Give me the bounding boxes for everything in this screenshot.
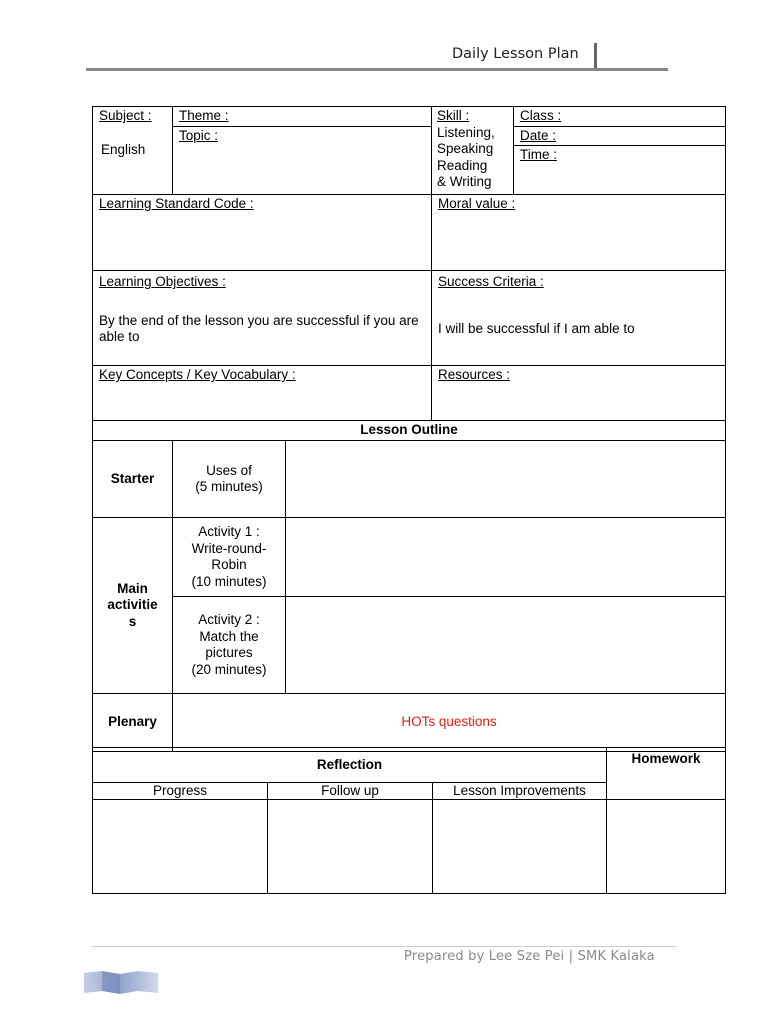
main-activities-line: activitie xyxy=(107,597,158,613)
footer-credit: Prepared by Lee Sze Pei | SMK Kalaka xyxy=(404,949,655,964)
starter-label: Starter xyxy=(93,441,173,518)
follow-up-content xyxy=(268,800,433,894)
learning-objectives-text: By the end of the lesson you are successful if you are able to xyxy=(99,312,419,344)
progress-content xyxy=(93,800,268,894)
skill-value: Reading xyxy=(437,157,488,173)
lesson-plan-table xyxy=(92,106,726,752)
learning-objectives-label: Learning Objectives : xyxy=(99,274,226,289)
lesson-outline-heading: Lesson Outline xyxy=(93,421,726,441)
footer-ribbon-graphic xyxy=(84,969,158,995)
plenary-text: HOTs questions xyxy=(173,694,726,752)
main-activities-line: Main xyxy=(117,580,148,596)
skill-value: Speaking xyxy=(437,141,494,156)
class-label: Class : xyxy=(520,108,562,123)
subject-label: Subject : xyxy=(99,108,152,123)
activity-2-content xyxy=(286,597,726,694)
homework-label: Homework xyxy=(607,748,726,800)
success-criteria-label: Success Criteria : xyxy=(438,274,544,289)
activity-1-line: Robin xyxy=(211,557,247,572)
activity-1-description xyxy=(173,518,286,597)
lesson-improvements-content xyxy=(433,800,607,894)
subject-cell xyxy=(93,107,173,195)
moral-value-label: Moral value : xyxy=(438,196,516,211)
class-cell xyxy=(514,107,726,127)
subject-value: English xyxy=(101,141,146,157)
key-concepts-cell xyxy=(93,366,432,421)
success-criteria-text: I will be successful if I am able to xyxy=(438,320,635,336)
time-label: Time : xyxy=(520,147,557,162)
key-concepts-label: Key Concepts / Key Vocabulary : xyxy=(99,367,296,382)
success-criteria-cell xyxy=(432,271,726,366)
activity-1-line: Activity 1 : xyxy=(198,524,260,539)
skill-value: & Writing xyxy=(437,174,492,189)
activity-1-line: (10 minutes) xyxy=(191,573,267,589)
lesson-improvements-header: Lesson Improvements xyxy=(433,783,607,800)
skill-label: Skill : xyxy=(437,108,470,123)
time-cell xyxy=(514,146,726,195)
main-activities-line: s xyxy=(128,613,137,629)
starter-content xyxy=(286,441,726,518)
header-rule xyxy=(86,68,668,71)
skill-cell xyxy=(432,107,514,195)
activity-2-line: Activity 2 : xyxy=(198,612,260,627)
activity-2-line: pictures xyxy=(205,645,253,660)
learning-standard-cell xyxy=(93,195,432,271)
progress-header: Progress xyxy=(93,783,268,800)
activity-2-line: Match the xyxy=(199,628,259,644)
activity-2-description xyxy=(173,597,286,694)
learning-objectives-cell xyxy=(93,271,432,366)
starter-description xyxy=(173,441,286,518)
main-activities-label xyxy=(93,518,173,694)
resources-label: Resources : xyxy=(438,367,511,382)
moral-value-cell xyxy=(432,195,726,271)
starter-line: (5 minutes) xyxy=(195,479,263,494)
date-label: Date : xyxy=(520,127,557,143)
header-divider xyxy=(594,43,597,69)
footer-rule xyxy=(92,946,676,947)
activity-1-content xyxy=(286,518,726,597)
homework-content xyxy=(607,800,726,894)
document-title: Daily Lesson Plan xyxy=(452,46,579,62)
activity-2-line: (20 minutes) xyxy=(191,661,267,677)
theme-cell xyxy=(173,107,432,127)
plenary-label: Plenary xyxy=(93,694,173,752)
reflection-heading: Reflection xyxy=(93,748,607,783)
reflection-table xyxy=(92,747,726,894)
learning-standard-label: Learning Standard Code : xyxy=(99,196,254,211)
starter-line: Uses of xyxy=(206,462,252,478)
skill-value: Listening, xyxy=(437,124,495,140)
topic-label: Topic : xyxy=(179,127,219,143)
theme-label: Theme : xyxy=(179,108,229,123)
date-cell xyxy=(514,126,726,146)
activity-1-line: Write-round- xyxy=(191,540,267,556)
follow-up-header: Follow up xyxy=(268,783,433,800)
topic-cell xyxy=(173,126,432,195)
resources-cell xyxy=(432,366,726,421)
